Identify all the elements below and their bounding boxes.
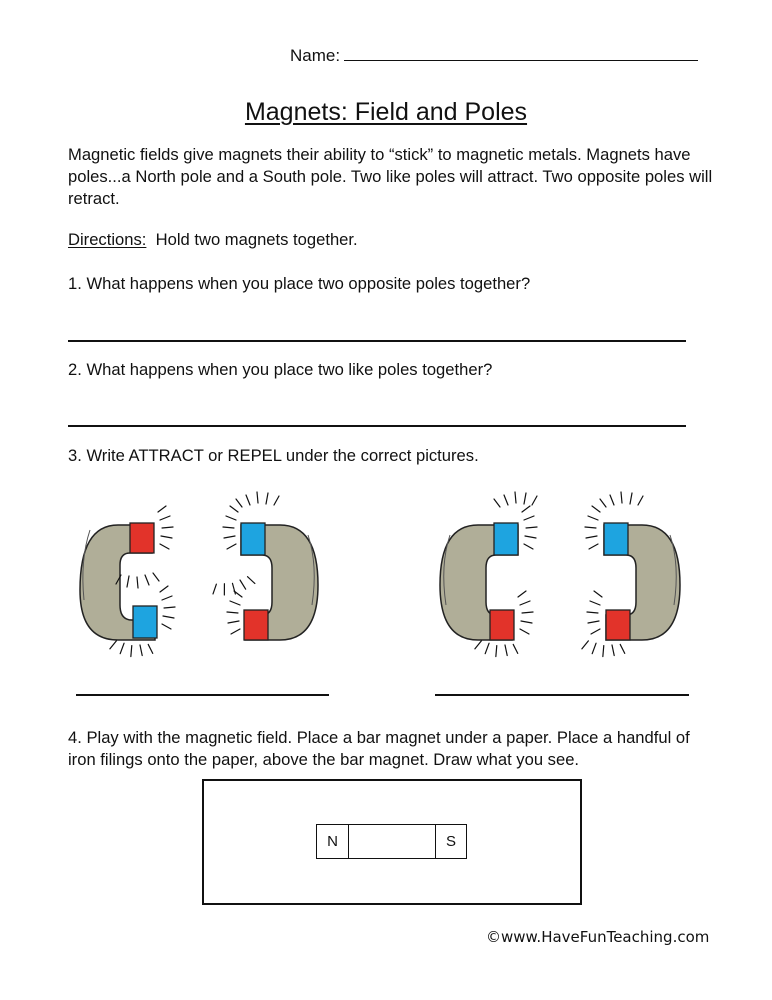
question-2: 2. What happens when you place two like poles together?	[68, 360, 493, 379]
north-pole-label: N	[317, 825, 349, 858]
horseshoe-magnet-2a	[440, 492, 537, 660]
question-4: 4. Play with the magnetic field. Place a bar magnet under a paper. Place a handful of iron filings onto the paper, above the bar magnet. Draw what you see.	[68, 728, 690, 769]
intro-paragraph: Magnetic fields give magnets their ability to “stick” to magnetic metals. Magnets have poles...a North pole and a South pole. Two like poles will attract. Two opposite poles will retract.	[68, 145, 713, 208]
answer-line-picture-1	[76, 694, 329, 696]
horseshoe-magnet-2b	[581, 492, 680, 660]
horseshoe-magnet-1a	[80, 506, 175, 660]
copyright-footer: ©www.HaveFunTeaching.com	[486, 928, 710, 946]
bar-magnet-middle	[349, 825, 435, 858]
name-label: Name:	[290, 46, 341, 65]
question-1: 1. What happens when you place two opposite poles together?	[68, 274, 531, 293]
bar-magnet	[316, 824, 467, 859]
directions-label: Directions:	[68, 230, 147, 249]
question-3: 3. Write ATTRACT or REPEL under the correct pictures.	[68, 446, 479, 465]
worksheet-title: Magnets: Field and Poles	[244, 98, 528, 126]
directions-text: Hold two magnets together.	[155, 230, 358, 249]
horseshoe-magnet-1b	[211, 492, 318, 640]
south-pole-label: S	[435, 825, 466, 858]
answer-line-picture-2	[435, 694, 689, 696]
